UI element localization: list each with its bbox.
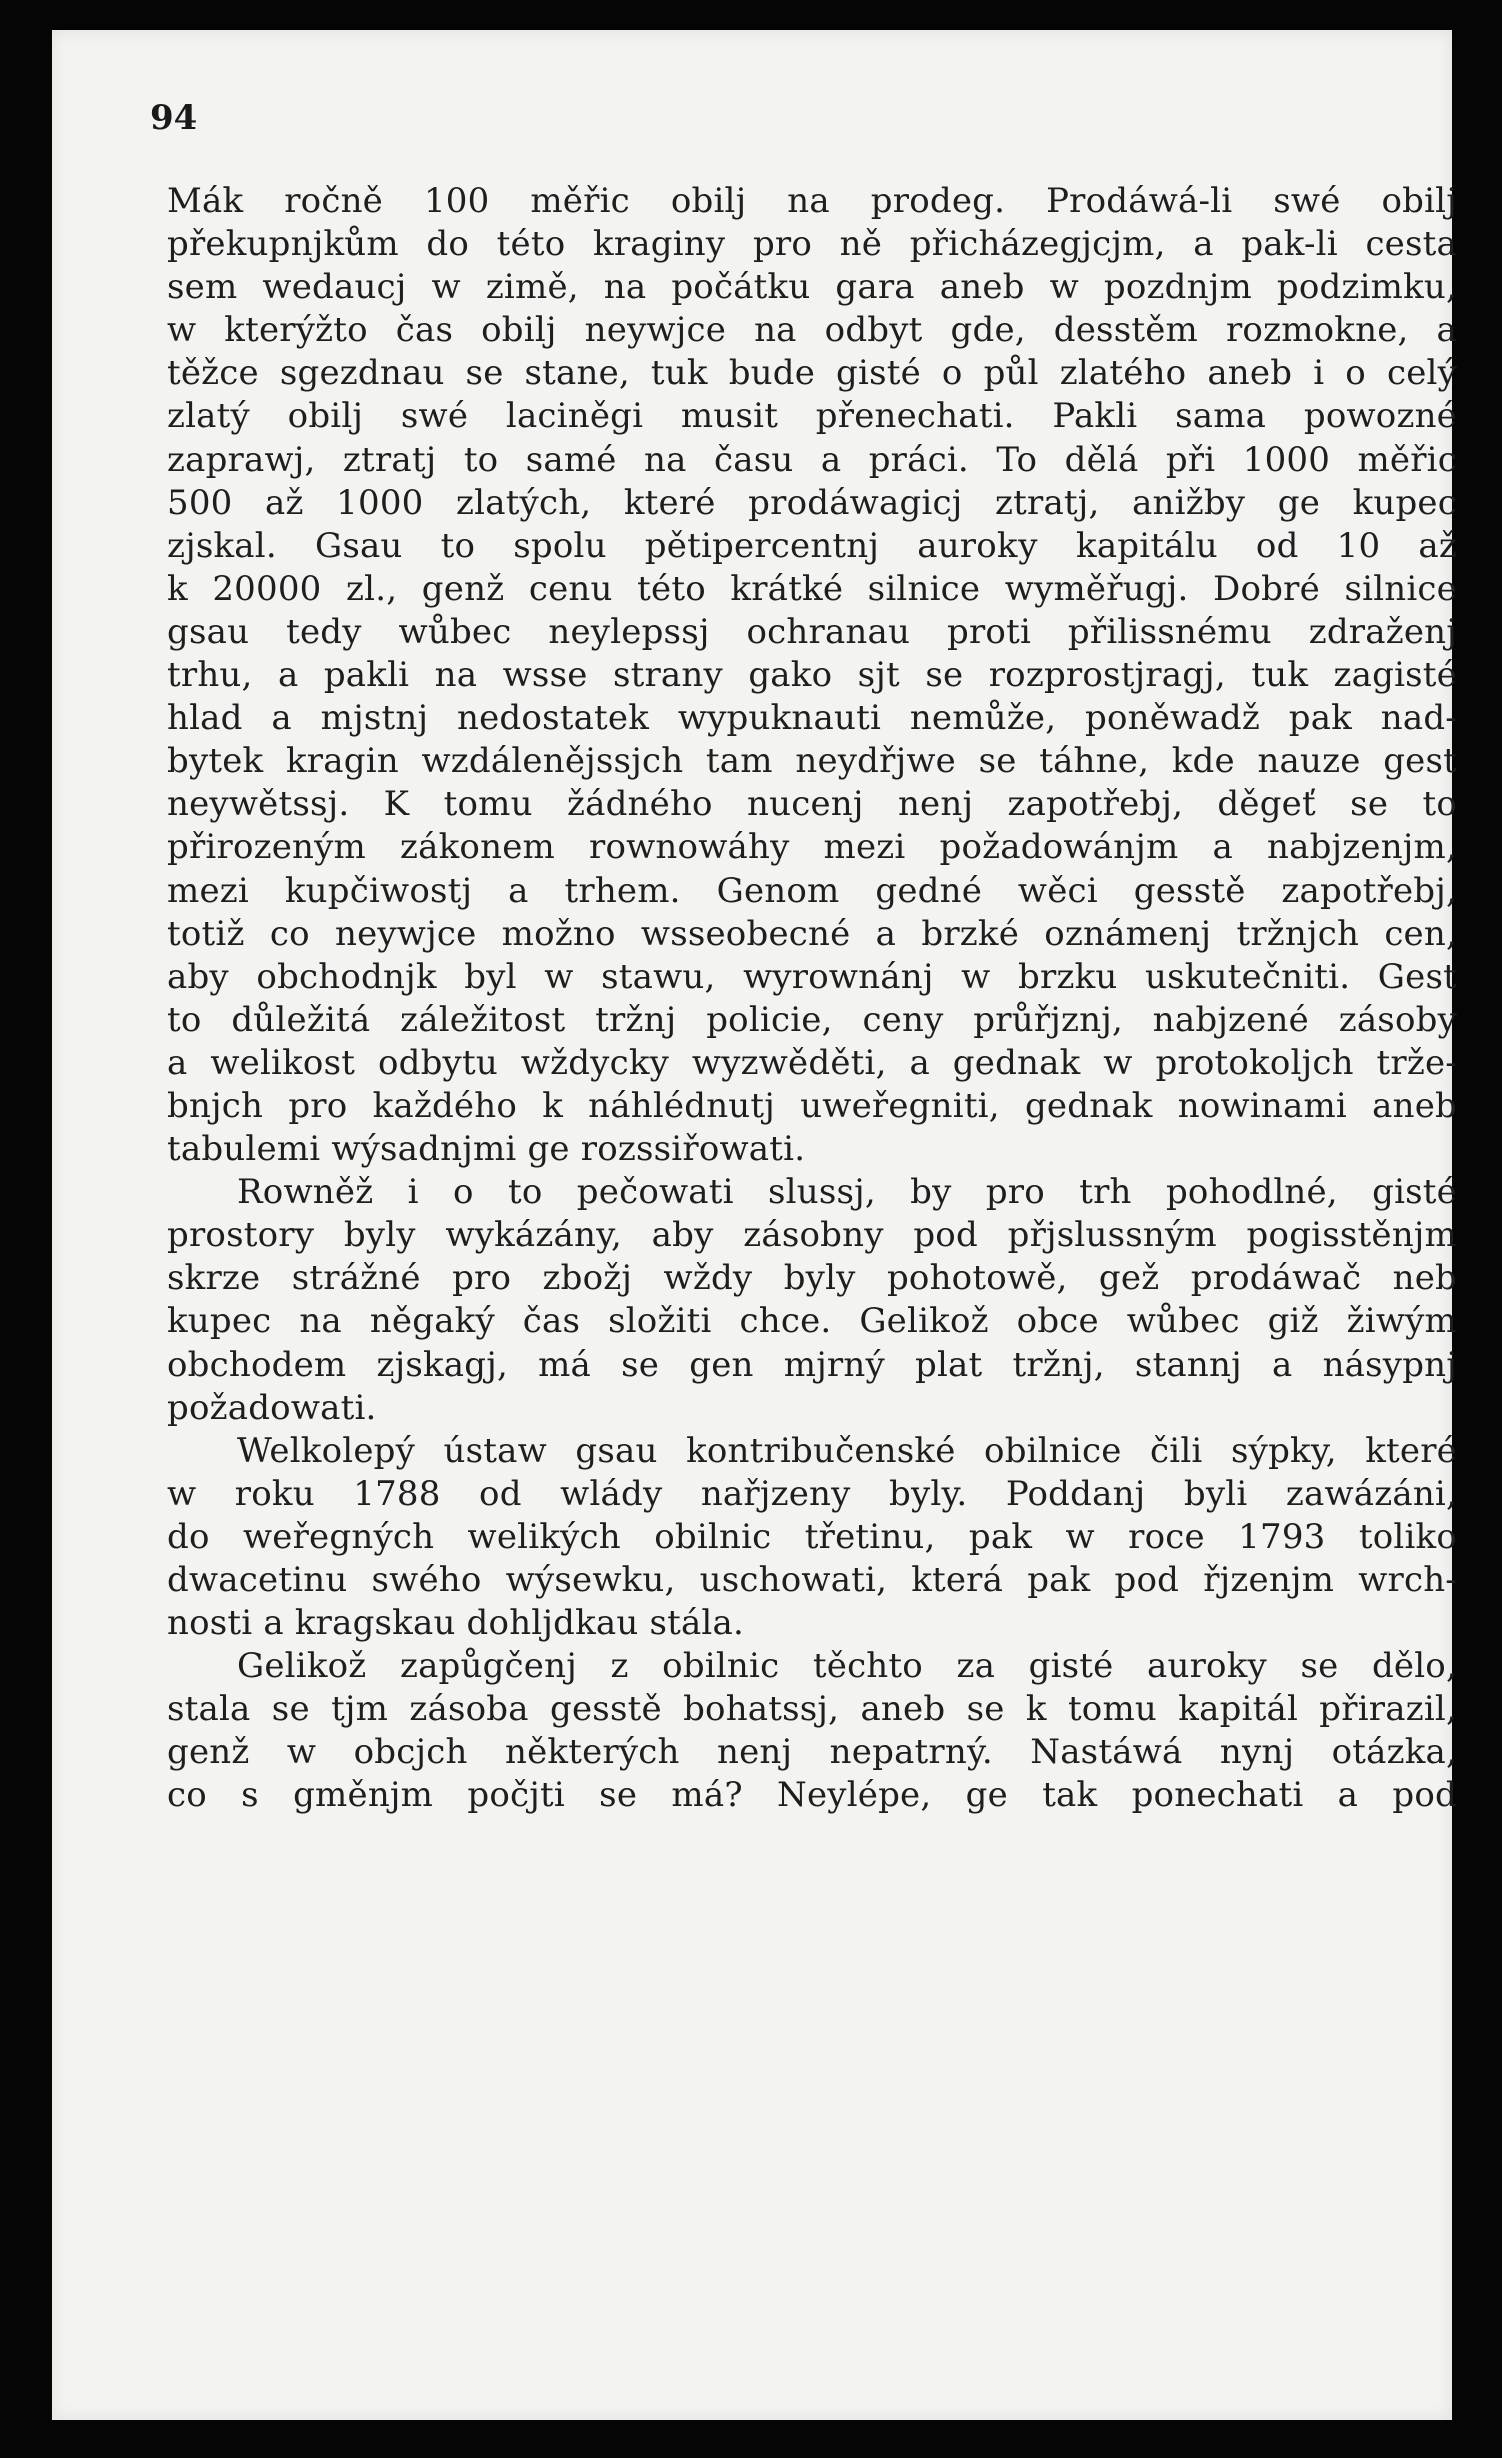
text-line: genž w obcjch některých nenj nepatrný. Nastáwá nynj otázka, xyxy=(167,1732,1457,1773)
text-line: zaprawj, ztratj to samé na času a práci. To dělá při 1000 měřic xyxy=(167,439,1457,480)
text-line: a welikost odbytu wždycky wyzwěděti, a gednak w protokoljch trže- xyxy=(167,1042,1457,1083)
text-line: požadowati. xyxy=(167,1387,377,1428)
text-line: stala se tjm zásoba gesstě bohatssj, aneb se k tomu kapitál přirazil, xyxy=(167,1689,1457,1730)
text-line: co s gměnjm počjti se má? Neylépe, ge tak ponechati a pod xyxy=(167,1775,1457,1816)
text-line: Welkolepý ústaw gsau kontribučenské obilnice čili sýpky, které xyxy=(237,1430,1457,1471)
text-line: bytek kragin wzdálenějssjch tam neydřjwe se táhne, kde nauze gest xyxy=(167,741,1457,782)
text-line: bnjch pro každého k náhlédnutj uweřegniti, gednak nowinami aneb xyxy=(167,1085,1457,1126)
text-line: 500 až 1000 zlatých, které prodáwagicj ztratj, anižby ge kupec xyxy=(167,482,1457,523)
text-line: nosti a kragskau dohljdkau stála. xyxy=(167,1603,744,1644)
text-line: sem wedaucj w zimě, na počátku gara aneb w pozdnjm podzimku, xyxy=(167,267,1457,308)
book-page xyxy=(52,30,1457,2420)
text-line: trhu, a pakli na wsse strany gako sjt se rozprostjragj, tuk zagisté xyxy=(167,655,1457,696)
text-line: hlad a mjstnj nedostatek wypuknauti nemůže, poněwadž pak nad- xyxy=(167,698,1457,739)
text-line: skrze strážné pro zbožj wždy byly pohotowě, gež prodáwač neb xyxy=(167,1258,1457,1299)
text-line: dwacetinu swého wýsewku, uschowati, která pak pod řjzenjm wrch- xyxy=(167,1560,1457,1600)
text-line: kupec na něgaký čas složiti chce. Gelikož obce wůbec giž žiwým xyxy=(167,1301,1457,1342)
text-line: mezi kupčiwostj a trhem. Genom gedné wěci gesstě zapotřebj, xyxy=(167,870,1457,911)
text-line: aby obchodnjk byl w stawu, wyrownánj w brzku uskutečniti. Gest xyxy=(167,956,1457,997)
text-line: do weřegných welikých obilnic třetinu, pak w roce 1793 toliko xyxy=(167,1516,1457,1557)
text-line: zjskal. Gsau to spolu pětipercentnj aurokу kapitálu od 10 až xyxy=(167,525,1457,566)
text-line: neywětssj. K tomu žádného nucenj nenj zapotřebj, děgeť se to xyxy=(167,784,1457,825)
text-line: zlatý obilj swé laciněgi musit přenechati. Pakli sama powozné xyxy=(167,396,1457,437)
page-number: 94 xyxy=(150,98,198,138)
text-line: Gelikož zapůgčenj z obilnic těchto za gisté auroky se dělo, xyxy=(237,1646,1457,1687)
text-line: k 20000 zl., genž cenu této krátké silnice wyměřugj. Dobré silnice xyxy=(167,568,1457,609)
text-line: totiž co neywjce možno wsseobecné a brzké oznámenj tržnjch cen, xyxy=(167,913,1457,954)
text-line: w roku 1788 od wlády nařjzeny byly. Poddanj byli zawázáni, xyxy=(167,1473,1457,1514)
text-line: prostory byly wykázány, aby zásobny pod přjslussným pogisstěnjm xyxy=(167,1215,1457,1256)
text-line: gsau tedy wůbec neylepssj ochranau proti přilissnému zdraženj xyxy=(167,611,1457,652)
text-line: obchodem zjskagj, má se gen mjrný plat tržnj, stannj a násypnj xyxy=(167,1344,1457,1385)
text-line: to důležitá záležitost tržnj policie, ceny průřjznj, nabjzené zásoby xyxy=(167,999,1457,1040)
body-text xyxy=(167,180,1457,1818)
text-line: w kterýžto čas obilj neywjce na odbyt gde, desstěm rozmokne, a xyxy=(167,310,1457,351)
text-line: tabulemi wýsadnjmi ge rozssiřowati. xyxy=(167,1129,806,1170)
text-line: těžce sgezdnau se stane, tuk bude gisté o půl zlatého aneb i o celý xyxy=(167,353,1457,394)
text-line: přirozeným zákonem rownowáhy mezi požadowánjm a nabjzenjm, xyxy=(167,827,1457,868)
text-line: Rowněž i o to pečowati slussj, by pro trh pohodlné, gisté xyxy=(237,1172,1457,1213)
text-line: překupnjkům do této kraginy pro ně přicházegjcjm, a pak-li cesta xyxy=(167,224,1457,265)
text-line: Mák ročně 100 měřic obilj na prodeg. Prodáwá-li swé obilj xyxy=(167,181,1457,221)
